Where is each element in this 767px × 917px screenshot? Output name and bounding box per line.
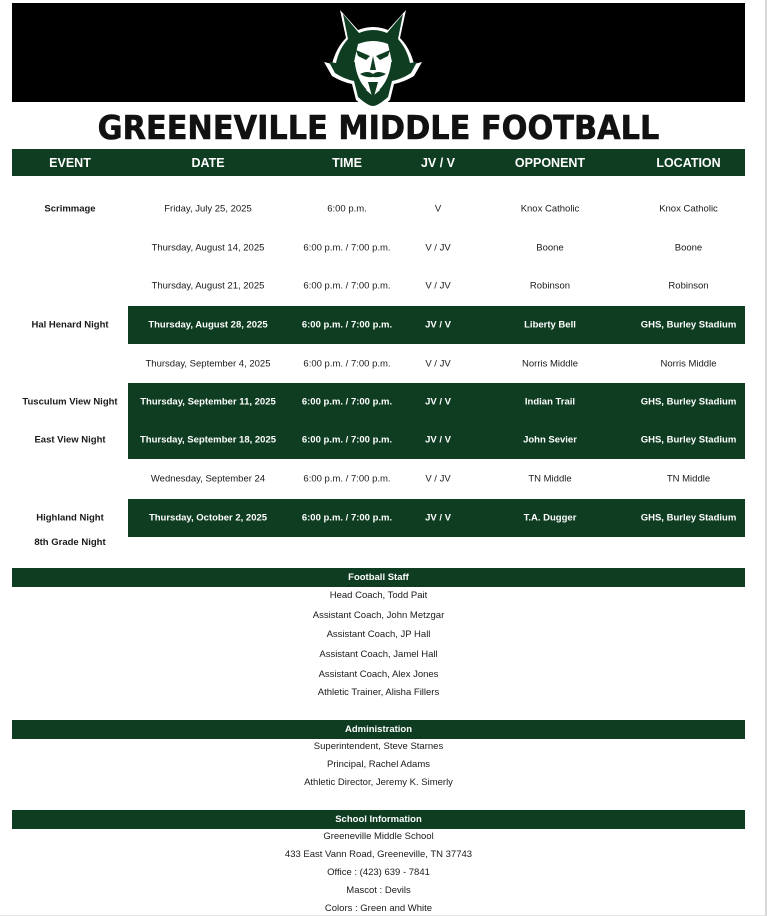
header-jv-v: JV / V	[420, 156, 456, 170]
schedule-header	[12, 149, 745, 176]
schedule-row	[12, 229, 745, 267]
row-location: Boone	[674, 242, 703, 254]
row-date: Thursday, August 14, 2025	[151, 242, 265, 254]
devil-mascot-icon	[318, 4, 428, 110]
row-jv-v: V / JV	[425, 358, 451, 370]
staff-member: Assistant Coach, Jamel Hall	[319, 649, 438, 660]
header-event: EVENT	[49, 156, 91, 170]
row-event: Hal Henard Night	[31, 319, 109, 331]
row-location: GHS, Burley Stadium	[640, 512, 737, 524]
row-jv-v: V / JV	[425, 242, 451, 254]
page-title: GREENEVILLE MIDDLE FOOTBALL	[97, 108, 660, 147]
row-date: Friday, July 25, 2025	[164, 203, 252, 215]
row-opponent: Knox Catholic	[520, 203, 580, 215]
staff-section-title: Football Staff	[12, 568, 745, 587]
row-date: Thursday, August 21, 2025	[151, 280, 265, 292]
schedule-row	[12, 499, 745, 537]
staff-member: Athletic Trainer, Alisha Fillers	[317, 687, 440, 698]
administration-member: Athletic Director, Jeremy K. Simerly	[304, 777, 453, 788]
row-time: 6:00 p.m. / 7:00 p.m.	[303, 473, 391, 485]
row-jv-v: JV / V	[425, 512, 451, 524]
row-opponent: Boone	[536, 242, 564, 254]
schedule-row	[12, 345, 745, 383]
row-opponent: TN Middle	[528, 473, 572, 485]
staff-member: Assistant Coach, Alex Jones	[318, 669, 439, 680]
header-date: DATE	[191, 156, 225, 170]
schedule-row	[12, 190, 745, 228]
row-time: 6:00 p.m.	[327, 203, 367, 215]
staff-member: Head Coach, Todd Pait	[329, 590, 428, 601]
row-opponent: Robinson	[529, 280, 571, 292]
row-event: East View Night	[34, 434, 106, 446]
schedule-row	[12, 267, 745, 305]
row-opponent: Indian Trail	[524, 396, 576, 408]
row-event: Highland Night	[36, 512, 104, 524]
row-time: 6:00 p.m. / 7:00 p.m.	[301, 512, 393, 524]
school-info-line: Mascot : Devils	[346, 885, 411, 896]
school-info-line: Greeneville Middle School	[323, 831, 434, 842]
row-time: 6:00 p.m. / 7:00 p.m.	[303, 280, 391, 292]
extra-event-label: 8th Grade Night	[34, 537, 106, 548]
schedule-row	[12, 421, 745, 459]
school-info-section-title: School Information	[12, 810, 745, 829]
row-time: 6:00 p.m. / 7:00 p.m.	[301, 396, 393, 408]
row-location: TN Middle	[666, 473, 711, 485]
row-opponent: Norris Middle	[522, 358, 578, 370]
row-date: Thursday, September 11, 2025	[140, 396, 276, 408]
row-location: GHS, Burley Stadium	[640, 434, 737, 446]
row-date: Thursday, September 4, 2025	[145, 358, 271, 370]
row-jv-v: V / JV	[425, 280, 451, 292]
row-time: 6:00 p.m. / 7:00 p.m.	[301, 319, 393, 331]
row-date: Thursday, August 28, 2025	[148, 319, 268, 331]
schedule-row	[12, 306, 745, 344]
row-location: Knox Catholic	[659, 203, 718, 215]
row-opponent: Liberty Bell	[524, 319, 576, 331]
row-jv-v: V / JV	[425, 473, 451, 485]
row-jv-v: JV / V	[425, 396, 451, 408]
row-opponent: T.A. Dugger	[523, 512, 577, 524]
row-jv-v: V	[434, 203, 442, 215]
administration-member: Superintendent, Steve Starnes	[313, 741, 444, 752]
schedule-row	[12, 460, 745, 498]
row-jv-v: JV / V	[425, 434, 451, 446]
row-date: Thursday, September 18, 2025	[139, 434, 277, 446]
header-opponent: OPPONENT	[514, 156, 586, 170]
school-info-line: Office : (423) 639 - 7841	[327, 867, 430, 878]
school-info-line: 433 East Vann Road, Greeneville, TN 37743	[284, 849, 473, 860]
row-location: Norris Middle	[660, 358, 717, 370]
row-time: 6:00 p.m. / 7:00 p.m.	[301, 434, 393, 446]
row-date: Wednesday, September 24	[150, 473, 266, 485]
staff-member: Assistant Coach, JP Hall	[326, 629, 431, 640]
row-time: 6:00 p.m. / 7:00 p.m.	[303, 358, 391, 370]
administration-section-title: Administration	[12, 720, 745, 739]
row-opponent: John Sevier	[523, 434, 577, 446]
staff-member: Assistant Coach, John Metzgar	[312, 610, 445, 621]
row-event: Tusculum View Night	[22, 396, 118, 408]
administration-member: Principal, Rachel Adams	[327, 759, 430, 770]
row-time: 6:00 p.m. / 7:00 p.m.	[303, 242, 391, 254]
row-event: Scrimmage	[44, 203, 96, 215]
header-time: TIME	[332, 156, 362, 170]
row-location: GHS, Burley Stadium	[640, 396, 737, 408]
row-location: GHS, Burley Stadium	[640, 319, 737, 331]
row-date: Thursday, October 2, 2025	[148, 512, 268, 524]
schedule-row	[12, 383, 745, 421]
school-info-line: Colors : Green and White	[324, 903, 433, 914]
row-location: Robinson	[668, 280, 709, 292]
header-location: LOCATION	[656, 156, 721, 170]
row-jv-v: JV / V	[425, 319, 451, 331]
